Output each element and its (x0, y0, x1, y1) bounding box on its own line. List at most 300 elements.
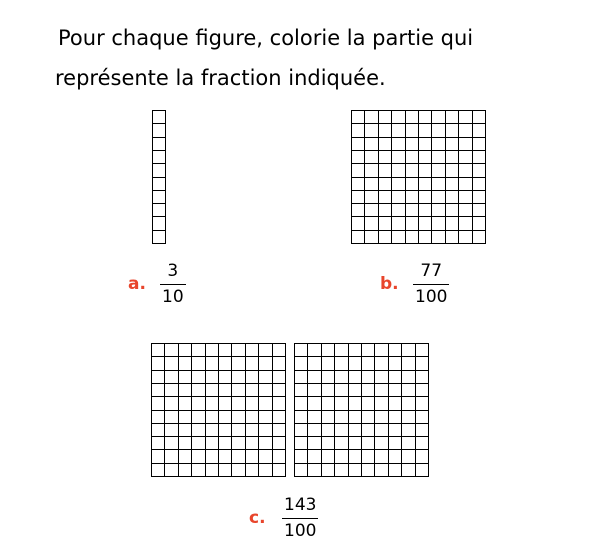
grid-cell[interactable] (389, 371, 402, 384)
grid-cell[interactable] (446, 151, 459, 164)
grid-cell[interactable] (459, 111, 472, 124)
grid-cell[interactable] (308, 424, 321, 437)
grid-cell[interactable] (232, 344, 245, 357)
grid-cell[interactable] (352, 111, 365, 124)
grid-cell[interactable] (273, 424, 286, 437)
grid-cell[interactable] (322, 437, 335, 450)
grid-cell[interactable] (432, 191, 445, 204)
grid-cell[interactable] (335, 464, 348, 477)
grid-cell[interactable] (432, 231, 445, 244)
grid-cell[interactable] (416, 424, 429, 437)
grid-cell[interactable] (432, 204, 445, 217)
grid-cell[interactable] (402, 464, 415, 477)
grid-cell[interactable] (459, 204, 472, 217)
grid-cell[interactable] (219, 357, 232, 370)
grid-cell[interactable] (352, 217, 365, 230)
grid-cell[interactable] (446, 164, 459, 177)
grid-cell[interactable] (232, 397, 245, 410)
grid-cell[interactable] (406, 178, 419, 191)
grid-cell[interactable] (389, 384, 402, 397)
grid-cell[interactable] (365, 231, 378, 244)
grid-cell[interactable] (419, 231, 432, 244)
grid-cell[interactable] (219, 411, 232, 424)
grid-cell[interactable] (416, 464, 429, 477)
grid-cell[interactable] (335, 371, 348, 384)
grid-cell[interactable] (206, 437, 219, 450)
grid-cell[interactable] (362, 450, 375, 463)
grid-cell[interactable] (273, 344, 286, 357)
grid-cell[interactable] (335, 344, 348, 357)
grid-cell[interactable] (402, 371, 415, 384)
grid-cell[interactable] (152, 450, 165, 463)
grid-cell[interactable] (153, 124, 166, 137)
grid-cell[interactable] (219, 424, 232, 437)
grid-cell[interactable] (432, 151, 445, 164)
grid-cell[interactable] (419, 151, 432, 164)
grid-cell[interactable] (246, 437, 259, 450)
grid-cell[interactable] (165, 450, 178, 463)
grid-cell[interactable] (232, 450, 245, 463)
grid-cell[interactable] (192, 411, 205, 424)
grid-cell[interactable] (362, 371, 375, 384)
grid-cell[interactable] (322, 411, 335, 424)
grid-cell[interactable] (295, 464, 308, 477)
grid-cell[interactable] (375, 411, 388, 424)
grid-cell[interactable] (206, 344, 219, 357)
grid-cell[interactable] (206, 371, 219, 384)
grid-cell[interactable] (473, 178, 486, 191)
grid-cell[interactable] (192, 437, 205, 450)
grid-cell[interactable] (362, 411, 375, 424)
grid-c-1[interactable] (151, 343, 286, 477)
grid-cell[interactable] (308, 384, 321, 397)
grid-cell[interactable] (473, 164, 486, 177)
grid-cell[interactable] (259, 397, 272, 410)
grid-cell[interactable] (259, 450, 272, 463)
grid-cell[interactable] (375, 344, 388, 357)
grid-cell[interactable] (273, 450, 286, 463)
grid-cell[interactable] (219, 384, 232, 397)
grid-cell[interactable] (365, 151, 378, 164)
grid-cell[interactable] (459, 231, 472, 244)
grid-cell[interactable] (295, 450, 308, 463)
grid-cell[interactable] (152, 437, 165, 450)
grid-cell[interactable] (219, 437, 232, 450)
grid-cell[interactable] (165, 371, 178, 384)
grid-cell[interactable] (365, 138, 378, 151)
grid-cell[interactable] (432, 111, 445, 124)
grid-cell[interactable] (179, 384, 192, 397)
grid-cell[interactable] (295, 384, 308, 397)
grid-cell[interactable] (416, 384, 429, 397)
grid-cell[interactable] (246, 357, 259, 370)
grid-cell[interactable] (259, 411, 272, 424)
grid-cell[interactable] (406, 138, 419, 151)
grid-cell[interactable] (446, 191, 459, 204)
grid-cell[interactable] (273, 397, 286, 410)
grid-cell[interactable] (219, 344, 232, 357)
grid-cell[interactable] (232, 464, 245, 477)
grid-cell[interactable] (165, 411, 178, 424)
grid-cell[interactable] (473, 138, 486, 151)
grid-cell[interactable] (232, 384, 245, 397)
grid-cell[interactable] (402, 344, 415, 357)
grid-cell[interactable] (389, 397, 402, 410)
grid-cell[interactable] (308, 397, 321, 410)
grid-cell[interactable] (259, 357, 272, 370)
grid-cell[interactable] (459, 138, 472, 151)
grid-cell[interactable] (335, 424, 348, 437)
grid-cell[interactable] (349, 397, 362, 410)
grid-cell[interactable] (179, 344, 192, 357)
grid-cell[interactable] (179, 437, 192, 450)
grid-cell[interactable] (473, 191, 486, 204)
grid-cell[interactable] (273, 357, 286, 370)
grid-cell[interactable] (308, 357, 321, 370)
grid-cell[interactable] (152, 424, 165, 437)
grid-cell[interactable] (259, 344, 272, 357)
grid-cell[interactable] (273, 411, 286, 424)
grid-cell[interactable] (259, 424, 272, 437)
grid-cell[interactable] (406, 204, 419, 217)
grid-cell[interactable] (295, 357, 308, 370)
grid-cell[interactable] (352, 138, 365, 151)
grid-cell[interactable] (206, 397, 219, 410)
grid-cell[interactable] (402, 397, 415, 410)
grid-cell[interactable] (473, 231, 486, 244)
grid-cell[interactable] (392, 231, 405, 244)
grid-cell[interactable] (352, 231, 365, 244)
grid-cell[interactable] (375, 357, 388, 370)
grid-cell[interactable] (335, 384, 348, 397)
grid-cell[interactable] (389, 437, 402, 450)
grid-cell[interactable] (153, 178, 166, 191)
grid-cell[interactable] (192, 450, 205, 463)
grid-cell[interactable] (473, 124, 486, 137)
grid-cell[interactable] (459, 124, 472, 137)
grid-cell[interactable] (308, 437, 321, 450)
grid-cell[interactable] (308, 464, 321, 477)
grid-cell[interactable] (379, 204, 392, 217)
grid-cell[interactable] (419, 138, 432, 151)
grid-cell[interactable] (419, 204, 432, 217)
grid-cell[interactable] (375, 371, 388, 384)
grid-cell[interactable] (206, 464, 219, 477)
grid-cell[interactable] (322, 357, 335, 370)
grid-cell[interactable] (473, 151, 486, 164)
grid-cell[interactable] (349, 450, 362, 463)
grid-cell[interactable] (446, 178, 459, 191)
grid-cell[interactable] (392, 138, 405, 151)
grid-cell[interactable] (379, 124, 392, 137)
grid-cell[interactable] (406, 124, 419, 137)
grid-cell[interactable] (352, 191, 365, 204)
grid-cell[interactable] (335, 397, 348, 410)
grid-cell[interactable] (179, 450, 192, 463)
grid-cell[interactable] (379, 138, 392, 151)
grid-cell[interactable] (416, 397, 429, 410)
grid-cell[interactable] (392, 164, 405, 177)
grid-cell[interactable] (379, 231, 392, 244)
grid-cell[interactable] (206, 424, 219, 437)
grid-cell[interactable] (153, 191, 166, 204)
grid-cell[interactable] (152, 464, 165, 477)
grid-cell[interactable] (349, 357, 362, 370)
grid-cell[interactable] (432, 164, 445, 177)
grid-cell[interactable] (153, 138, 166, 151)
grid-cell[interactable] (389, 464, 402, 477)
grid-cell[interactable] (295, 411, 308, 424)
grid-cell[interactable] (419, 217, 432, 230)
grid-cell[interactable] (349, 384, 362, 397)
grid-cell[interactable] (459, 164, 472, 177)
grid-cell[interactable] (379, 217, 392, 230)
grid-cell[interactable] (473, 217, 486, 230)
grid-cell[interactable] (165, 424, 178, 437)
grid-cell[interactable] (165, 464, 178, 477)
grid-cell[interactable] (153, 231, 166, 244)
grid-cell[interactable] (446, 111, 459, 124)
grid-cell[interactable] (419, 124, 432, 137)
grid-cell[interactable] (362, 437, 375, 450)
grid-cell[interactable] (459, 178, 472, 191)
grid-cell[interactable] (419, 111, 432, 124)
grid-cell[interactable] (295, 437, 308, 450)
grid-cell[interactable] (192, 464, 205, 477)
grid-cell[interactable] (446, 217, 459, 230)
grid-cell[interactable] (362, 424, 375, 437)
grid-cell[interactable] (352, 151, 365, 164)
grid-cell[interactable] (402, 411, 415, 424)
grid-cell[interactable] (365, 164, 378, 177)
grid-cell[interactable] (232, 424, 245, 437)
grid-cell[interactable] (389, 450, 402, 463)
grid-cell[interactable] (406, 217, 419, 230)
grid-cell[interactable] (206, 384, 219, 397)
grid-cell[interactable] (432, 138, 445, 151)
grid-cell[interactable] (375, 437, 388, 450)
grid-a[interactable] (152, 110, 166, 244)
grid-cell[interactable] (165, 437, 178, 450)
grid-cell[interactable] (375, 464, 388, 477)
grid-cell[interactable] (273, 371, 286, 384)
grid-cell[interactable] (192, 384, 205, 397)
grid-cell[interactable] (308, 344, 321, 357)
grid-cell[interactable] (335, 450, 348, 463)
grid-cell[interactable] (446, 204, 459, 217)
grid-cell[interactable] (335, 411, 348, 424)
grid-cell[interactable] (165, 384, 178, 397)
grid-cell[interactable] (165, 344, 178, 357)
grid-cell[interactable] (446, 231, 459, 244)
grid-cell[interactable] (362, 357, 375, 370)
grid-cell[interactable] (389, 424, 402, 437)
grid-cell[interactable] (322, 424, 335, 437)
grid-cell[interactable] (392, 217, 405, 230)
grid-cell[interactable] (362, 397, 375, 410)
grid-cell[interactable] (153, 217, 166, 230)
grid-cell[interactable] (179, 411, 192, 424)
grid-cell[interactable] (179, 371, 192, 384)
grid-cell[interactable] (232, 437, 245, 450)
grid-cell[interactable] (232, 411, 245, 424)
grid-cell[interactable] (352, 204, 365, 217)
grid-cell[interactable] (432, 124, 445, 137)
grid-cell[interactable] (335, 357, 348, 370)
grid-cell[interactable] (322, 464, 335, 477)
grid-cell[interactable] (308, 450, 321, 463)
grid-cell[interactable] (473, 111, 486, 124)
grid-cell[interactable] (402, 384, 415, 397)
grid-cell[interactable] (352, 164, 365, 177)
grid-cell[interactable] (446, 138, 459, 151)
grid-cell[interactable] (192, 397, 205, 410)
grid-cell[interactable] (246, 411, 259, 424)
grid-cell[interactable] (365, 204, 378, 217)
grid-cell[interactable] (153, 111, 166, 124)
grid-cell[interactable] (349, 424, 362, 437)
grid-cell[interactable] (352, 124, 365, 137)
grid-cell[interactable] (206, 450, 219, 463)
grid-cell[interactable] (206, 357, 219, 370)
grid-cell[interactable] (459, 217, 472, 230)
grid-cell[interactable] (379, 191, 392, 204)
grid-cell[interactable] (273, 384, 286, 397)
grid-cell[interactable] (295, 344, 308, 357)
grid-cell[interactable] (192, 424, 205, 437)
grid-cell[interactable] (375, 397, 388, 410)
grid-cell[interactable] (419, 191, 432, 204)
grid-cell[interactable] (402, 424, 415, 437)
grid-cell[interactable] (392, 124, 405, 137)
grid-cell[interactable] (246, 464, 259, 477)
grid-cell[interactable] (379, 111, 392, 124)
grid-cell[interactable] (432, 178, 445, 191)
grid-cell[interactable] (352, 178, 365, 191)
grid-cell[interactable] (246, 450, 259, 463)
grid-cell[interactable] (322, 344, 335, 357)
grid-cell[interactable] (152, 371, 165, 384)
grid-cell[interactable] (375, 450, 388, 463)
grid-cell[interactable] (392, 151, 405, 164)
grid-cell[interactable] (406, 164, 419, 177)
grid-cell[interactable] (308, 371, 321, 384)
grid-cell[interactable] (219, 464, 232, 477)
grid-cell[interactable] (232, 357, 245, 370)
grid-cell[interactable] (406, 191, 419, 204)
grid-cell[interactable] (419, 178, 432, 191)
grid-cell[interactable] (349, 371, 362, 384)
grid-cell[interactable] (246, 344, 259, 357)
grid-cell[interactable] (219, 450, 232, 463)
grid-cell[interactable] (349, 437, 362, 450)
grid-cell[interactable] (152, 344, 165, 357)
grid-cell[interactable] (379, 164, 392, 177)
grid-cell[interactable] (246, 384, 259, 397)
grid-cell[interactable] (365, 217, 378, 230)
grid-cell[interactable] (379, 178, 392, 191)
grid-cell[interactable] (152, 357, 165, 370)
grid-cell[interactable] (392, 111, 405, 124)
grid-cell[interactable] (389, 411, 402, 424)
grid-cell[interactable] (246, 397, 259, 410)
grid-cell[interactable] (232, 371, 245, 384)
grid-cell[interactable] (153, 164, 166, 177)
grid-cell[interactable] (322, 450, 335, 463)
grid-cell[interactable] (153, 151, 166, 164)
grid-cell[interactable] (392, 178, 405, 191)
grid-cell[interactable] (389, 357, 402, 370)
grid-cell[interactable] (206, 411, 219, 424)
grid-cell[interactable] (459, 151, 472, 164)
grid-cell[interactable] (375, 384, 388, 397)
grid-cell[interactable] (349, 411, 362, 424)
grid-cell[interactable] (362, 384, 375, 397)
grid-cell[interactable] (259, 464, 272, 477)
grid-cell[interactable] (179, 464, 192, 477)
grid-cell[interactable] (416, 437, 429, 450)
grid-cell[interactable] (365, 111, 378, 124)
grid-cell[interactable] (152, 411, 165, 424)
grid-cell[interactable] (322, 384, 335, 397)
grid-cell[interactable] (419, 164, 432, 177)
grid-cell[interactable] (416, 371, 429, 384)
grid-cell[interactable] (362, 344, 375, 357)
grid-cell[interactable] (152, 397, 165, 410)
grid-cell[interactable] (219, 371, 232, 384)
grid-cell[interactable] (392, 204, 405, 217)
grid-cell[interactable] (152, 384, 165, 397)
grid-cell[interactable] (192, 371, 205, 384)
grid-cell[interactable] (406, 111, 419, 124)
grid-cell[interactable] (153, 204, 166, 217)
grid-cell[interactable] (402, 357, 415, 370)
grid-cell[interactable] (179, 357, 192, 370)
grid-cell[interactable] (295, 371, 308, 384)
grid-cell[interactable] (349, 344, 362, 357)
grid-cell[interactable] (192, 344, 205, 357)
grid-cell[interactable] (246, 371, 259, 384)
grid-cell[interactable] (335, 437, 348, 450)
grid-c-2[interactable] (294, 343, 429, 477)
grid-cell[interactable] (362, 464, 375, 477)
grid-cell[interactable] (322, 371, 335, 384)
grid-cell[interactable] (192, 357, 205, 370)
grid-cell[interactable] (308, 411, 321, 424)
grid-cell[interactable] (416, 411, 429, 424)
grid-cell[interactable] (259, 437, 272, 450)
grid-cell[interactable] (379, 151, 392, 164)
grid-cell[interactable] (295, 424, 308, 437)
grid-cell[interactable] (432, 217, 445, 230)
grid-cell[interactable] (165, 397, 178, 410)
grid-cell[interactable] (165, 357, 178, 370)
grid-cell[interactable] (406, 231, 419, 244)
grid-cell[interactable] (259, 384, 272, 397)
grid-cell[interactable] (392, 191, 405, 204)
grid-cell[interactable] (402, 450, 415, 463)
grid-cell[interactable] (416, 450, 429, 463)
grid-b[interactable] (351, 110, 486, 244)
grid-cell[interactable] (365, 178, 378, 191)
grid-cell[interactable] (406, 151, 419, 164)
grid-cell[interactable] (219, 397, 232, 410)
grid-cell[interactable] (322, 397, 335, 410)
grid-cell[interactable] (389, 344, 402, 357)
grid-cell[interactable] (273, 437, 286, 450)
grid-cell[interactable] (459, 191, 472, 204)
grid-cell[interactable] (179, 424, 192, 437)
